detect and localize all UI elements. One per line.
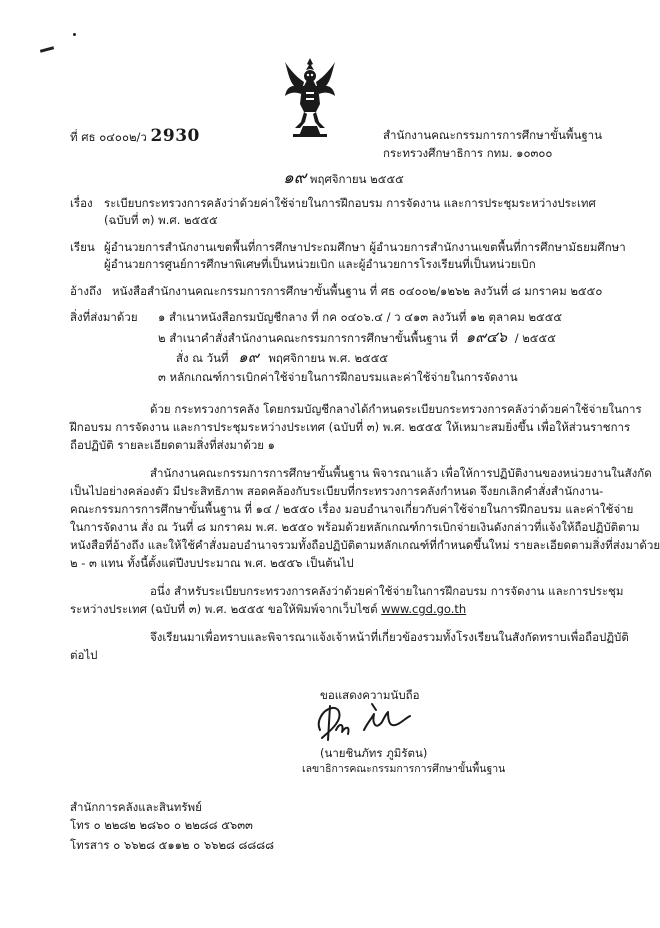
footer-department: สำนักการคลังและสินทรัพย์ [70, 800, 202, 814]
enclosure-item-2-date-suffix: พฤศจิกายน พ.ศ. ๒๕๕๕ [268, 351, 389, 365]
footer-fax: โทรสาร ๐ ๖๖๒๘ ๕๑๑๒ ๐ ๖๖๒๘ ๘๘๘๘ [70, 838, 275, 852]
addressee-label: เรียน [70, 240, 95, 254]
enclosure-item-2-date [176, 348, 388, 367]
signer-name: (นายชินภัทร ภูมิรัตน) [320, 746, 428, 760]
body-paragraph-4-line-1: จึงเรียนมาเพื่อทราบและพิจารณาแจ้งเจ้าหน้าที่เกี่ยวข้องรวมทั้งโรงเรียนในสังกัดทราบเพื่อถือปฏิบัติ [150, 630, 629, 644]
body-paragraph-4-line-2: ต่อไป [70, 648, 98, 662]
body-paragraph-2-line-4: ในการจัดงาน สั่ง ณ วันที่ ๘ มกราคม พ.ศ. ๒๕๕๐ พร้อมด้วยหลักเกณฑ์การเบิกจ่ายเงินดังกล่าวที่แจ้งให้ถือปฏิบัติตาม [70, 520, 640, 534]
issuing-office-name: สำนักงานคณะกรรมการการศึกษาขั้นพื้นฐาน [383, 128, 602, 142]
order-number-handwritten: ๑๙๔๖ [465, 328, 508, 346]
enclosure-item-2-suffix: / ๒๕๕๕ [514, 331, 556, 345]
subject-line-1: ระเบียบกระทรวงการคลังว่าด้วยค่าใช้จ่ายในการฝึกอบรม การจัดงาน และการประชุมระหว่างประเทศ [104, 196, 596, 210]
body-paragraph-3-line-2 [70, 602, 466, 616]
date-day-handwritten: ๑๙ [283, 168, 307, 188]
body-paragraph-2-line-2: เป็นไปอย่างคล่องตัว มีประสิทธิภาพ สอดคล้องกับระเบียบที่กระทรวงการคลังกำหนด จึงยกเลิกคำสั่งสำนักงาน- [70, 484, 604, 498]
subject-label: เรื่อง [70, 196, 93, 210]
garuda-emblem [283, 56, 337, 140]
enclosures-label: สิ่งที่ส่งมาด้วย [70, 310, 138, 324]
handwritten-signature [312, 700, 422, 746]
body-paragraph-2-line-3: คณะกรรมการการศึกษาขั้นพื้นฐาน ที่ ๑๔ / ๒๕๕๐ เรื่อง มอบอำนาจเกี่ยวกับค่าใช้จ่ายในการฝึกอบรม และค่าใช้จ่าย [70, 502, 634, 516]
stray-ink-mark [40, 46, 54, 53]
stray-ink-dot [73, 33, 76, 36]
addressee-line-2: ผู้อำนวยการศูนย์การศึกษาพิเศษที่เป็นหน่วยเบิก และผู้อำนวยการโรงเรียนที่เป็นหน่วยเบิก [104, 257, 536, 271]
enclosure-item-3: ๓ หลักเกณฑ์การเบิกค่าใช้จ่ายในการฝึกอบรมและค่าใช้จ่ายในการจัดงาน [158, 370, 518, 384]
reference-number-prefix: ที่ ศธ ๐๔๐๐๒/ว [70, 130, 147, 144]
body-paragraph-2-line-1: สำนักงานคณะกรรมการการศึกษาขั้นพื้นฐาน พิจารณาแล้ว เพื่อให้การปฏิบัติงานของหน่วยงานในสังกัด [150, 466, 652, 480]
enclosure-item-1: ๑ สำเนาหนังสือกรมบัญชีกลาง ที่ กค ๐๔๐๖.๔ / ว ๔๑๓ ลงวันที่ ๑๒ ตุลาคม ๒๕๕๕ [158, 310, 563, 324]
date-month-year: พฤศจิกายน ๒๕๕๕ [309, 172, 404, 186]
order-day-handwritten: ๑๙ [238, 348, 259, 366]
letter-date [283, 168, 404, 189]
body-paragraph-2-line-5: หนังสือที่อ้างถึง และให้ใช้คำสั่งมอบอำนาจรวมทั้งถือปฏิบัติตามหลักเกณฑ์ที่กำหนดขึ้นใหม่ รายละเอียดตามสิ่งที่ส่งมาด้วย [70, 538, 660, 552]
body-paragraph-1-line-1: ด้วย กระทรวงการคลัง โดยกรมบัญชีกลางได้กำหนดระเบียบกระทรวงการคลังว่าด้วยค่าใช้จ่ายในการ [150, 402, 642, 416]
enclosure-item-2-date-prefix: สั่ง ณ วันที่ [176, 351, 229, 365]
body-paragraph-1-line-3: ถือปฏิบัติ รายละเอียดตามสิ่งที่ส่งมาด้วย ๑ [70, 438, 275, 452]
issuing-office-address: กระทรวงศึกษาธิการ กทม. ๑๐๓๐๐ [383, 146, 553, 160]
addressee-line-1: ผู้อำนวยการสำนักงานเขตพื้นที่การศึกษาประถมศึกษา ผู้อำนวยการสำนักงานเขตพื้นที่การศึกษามัธยมศึกษา [104, 240, 626, 254]
body-paragraph-3-line-2-text: ระหว่างประเทศ (ฉบับที่ ๓) พ.ศ. ๒๕๕๕ ขอให้พิมพ์จากเว็บไซต์ [70, 602, 378, 616]
body-paragraph-2-line-6: ๒ - ๓ แทน ทั้งนี้ตั้งแต่ปีงบประมาณ พ.ศ. ๒๕๕๖ เป็นต้นไป [70, 556, 354, 570]
signer-title: เลขาธิการคณะกรรมการการศึกษาขั้นพื้นฐาน [302, 763, 506, 775]
website-link[interactable]: www.cgd.go.th [381, 602, 467, 616]
reference-number-stamp: 2930 [150, 126, 200, 146]
enclosure-item-2-prefix: ๒ สำเนาคำสั่งสำนักงานคณะกรรมการการศึกษาขั้นพื้นฐาน ที่ [158, 331, 458, 345]
closing-salutation: ขอแสดงความนับถือ [320, 688, 420, 702]
reference-label: อ้างถึง [70, 284, 102, 298]
reference-text: หนังสือสำนักงานคณะกรรมการการศึกษาขั้นพื้นฐาน ที่ ศธ ๐๔๐๐๒/๑๒๖๒ ลงวันที่ ๘ มกราคม ๒๕๕๐ [112, 284, 603, 298]
footer-phone: โทร ๐ ๒๒๘๒ ๒๘๖๐ ๐ ๒๒๘๘ ๕๖๓๓ [70, 818, 253, 832]
reference-number-line [70, 126, 200, 147]
subject-line-2: (ฉบับที่ ๓) พ.ศ. ๒๕๕๕ [104, 213, 218, 227]
body-paragraph-3-line-1: อนึ่ง สำหรับระเบียบกระทรวงการคลังว่าด้วยค่าใช้จ่ายในการฝึกอบรม การจัดงาน และการประชุม [150, 584, 624, 598]
body-paragraph-1-line-2: ฝึกอบรม การจัดงาน และการประชุมระหว่างประเทศ (ฉบับที่ ๓) พ.ศ. ๒๕๕๕ ให้เหมาะสมยิ่งขึ้น เพื่อให้ส่วนราชการ [70, 420, 631, 434]
enclosure-item-2 [158, 328, 556, 347]
